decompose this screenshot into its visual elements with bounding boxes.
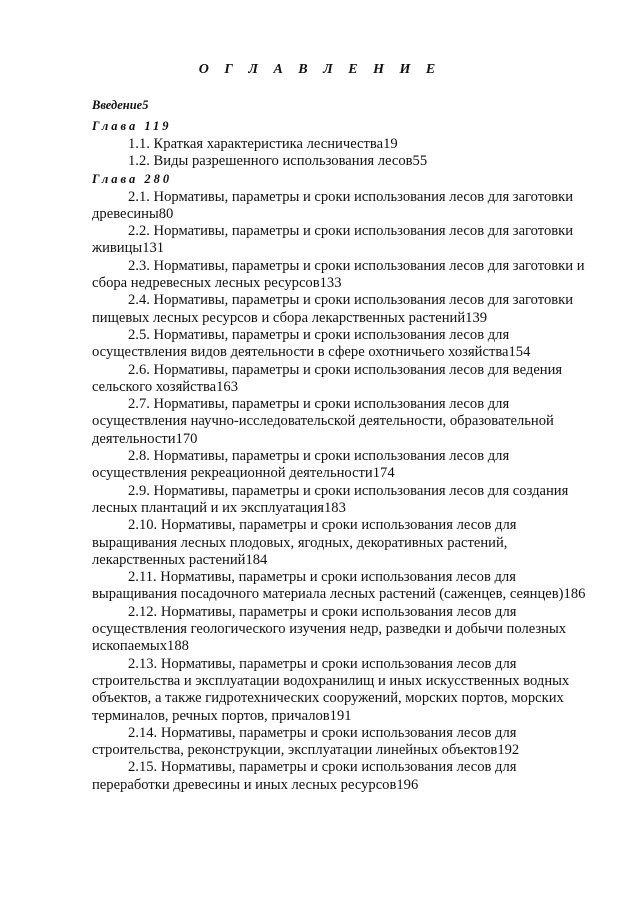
toc-title: О Г Л А В Л Е Н И Е	[198, 62, 442, 77]
toc-entry-2-2: 2.2. Нормативы, параметры и сроки использования лесов для заготовки живицы131	[92, 223, 574, 257]
toc-entry-2-9: 2.9. Нормативы, параметры и сроки использования лесов для создания лесных плантаций и их эксплуатация183	[92, 482, 569, 516]
chapter-2-entries	[92, 189, 592, 794]
chapter-1-entries	[92, 136, 592, 171]
toc-entry-2-8: 2.8. Нормативы, параметры и сроки использования лесов для осуществления рекреационной деятельности174	[92, 448, 510, 482]
toc-entry-2-11: 2.11. Нормативы, параметры и сроки использования лесов для выращивания посадочного материала лесных растений (саженцев, сеянцев)186	[92, 569, 586, 603]
toc-entry-2-10: 2.10. Нормативы, параметры и сроки использования лесов для выращивания лесных плодовых, ягодных, декоративных растений, лекарственных растений184	[92, 517, 517, 568]
table-of-contents	[92, 97, 592, 794]
toc-entry-2-6: 2.6. Нормативы, параметры и сроки использования лесов для ведения сельского хозяйства163	[92, 361, 563, 395]
toc-entry-2-7: 2.7. Нормативы, параметры и сроки использования лесов для осуществления научно-исследовательской деятельности, образовательной деятельности170	[92, 396, 554, 447]
toc-entry-2-15: 2.15. Нормативы, параметры и сроки использования лесов для переработки древесины и иных лесных ресурсов196	[92, 759, 517, 793]
toc-entry-2-1: 2.1. Нормативы, параметры и сроки использования лесов для заготовки древесины80	[92, 188, 574, 222]
chapter-1-heading: Глава 119	[92, 119, 172, 133]
toc-entry-1-1: 1.1. Краткая характеристика лесничества19	[128, 136, 398, 152]
toc-entry-2-12: 2.12. Нормативы, параметры и сроки использования лесов для осуществления геологического изучения недр, разведки и добычи полезных ископаемых188	[92, 603, 567, 655]
toc-entry-2-5: 2.5. Нормативы, параметры и сроки использования лесов для осуществления видов деятельности в сфере охотничьего хозяйства154	[92, 326, 531, 361]
toc-entry-1-2: 1.2. Виды разрешенного использования лесов55	[128, 153, 428, 170]
toc-entry-2-3: 2.3. Нормативы, параметры и сроки использования лесов для заготовки и сбора недревесных лесных ресурсов133	[92, 257, 585, 292]
toc-entry-2-4: 2.4. Нормативы, параметры и сроки использования лесов для заготовки пищевых лесных ресурсов и сбора лекарственных растений139	[92, 292, 574, 326]
chapter-2-heading: Глава 280	[92, 171, 173, 186]
toc-entry-2-14: 2.14. Нормативы, параметры и сроки использования лесов для строительства, реконструкции, эксплуатации линейных объектов192	[92, 724, 520, 759]
toc-entry-2-13: 2.13. Нормативы, параметры и сроки использования лесов для строительства и эксплуатации водохранилищ и иных искусственных водных объектов, а также гидротехнических сооружений, морских портов, морских терминалов, речных портов, причалов191	[92, 655, 570, 724]
toc-introduction: Введение5	[92, 98, 149, 112]
